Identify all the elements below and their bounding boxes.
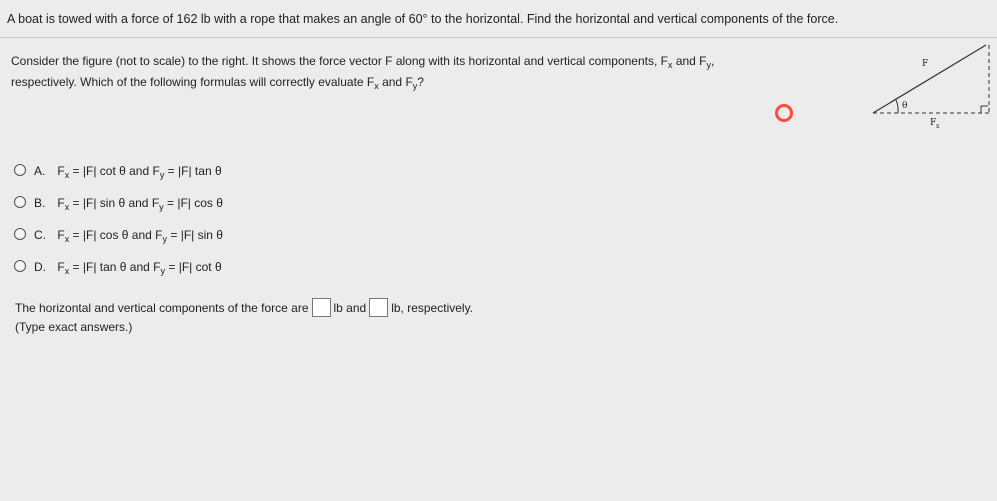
divider [0,37,997,38]
option-d-radio[interactable] [14,260,26,272]
figure-label-theta: θ [902,101,908,111]
intro-line-2: respectively. Which of the following formulas will correctly evaluate $F_x$ and $F_y$? [11,75,424,91]
horizontal-answer-input[interactable] [312,298,331,317]
option-a[interactable]: A. $F_x = |F|$ cot θ and $F_y = |F|$ tan θ [14,164,222,180]
option-b[interactable]: B. $F_x = |F|$ sin θ and $F_y = |F|$ cos θ [14,196,223,212]
intro-line-1: Consider the figure (not to scale) to the right. It shows the force vector F along with its horizontal and vertical components, $F_x$ and $F_y$, [11,54,715,70]
angle-arc [896,100,898,113]
option-c[interactable]: C. $F_x = |F|$ cos θ and $F_y = |F|$ sin θ [14,228,223,244]
indicator-ring-icon [775,104,793,122]
figure-label-f: F [922,59,929,69]
answer-line: The horizontal and vertical components of the force are lb and lb, respectively. [15,298,473,317]
force-vector-figure [868,40,997,130]
force-vector-line [873,45,986,113]
answer-hint: (Type exact answers.) [15,320,133,334]
figure-label-fx-sub: x [936,123,940,130]
option-b-radio[interactable] [14,196,26,208]
option-d[interactable]: D. $F_x = |F|$ tan θ and $F_y = |F|$ cot θ [14,260,222,276]
figure-label-fx: F [930,118,937,128]
option-c-radio[interactable] [14,228,26,240]
option-a-radio[interactable] [14,164,26,176]
problem-statement: A boat is towed with a force of 162 lb with a rope that makes an angle of 60° to the horizontal. Find the horizontal and vertical components of the force. [7,12,839,26]
vertical-answer-input[interactable] [369,298,388,317]
